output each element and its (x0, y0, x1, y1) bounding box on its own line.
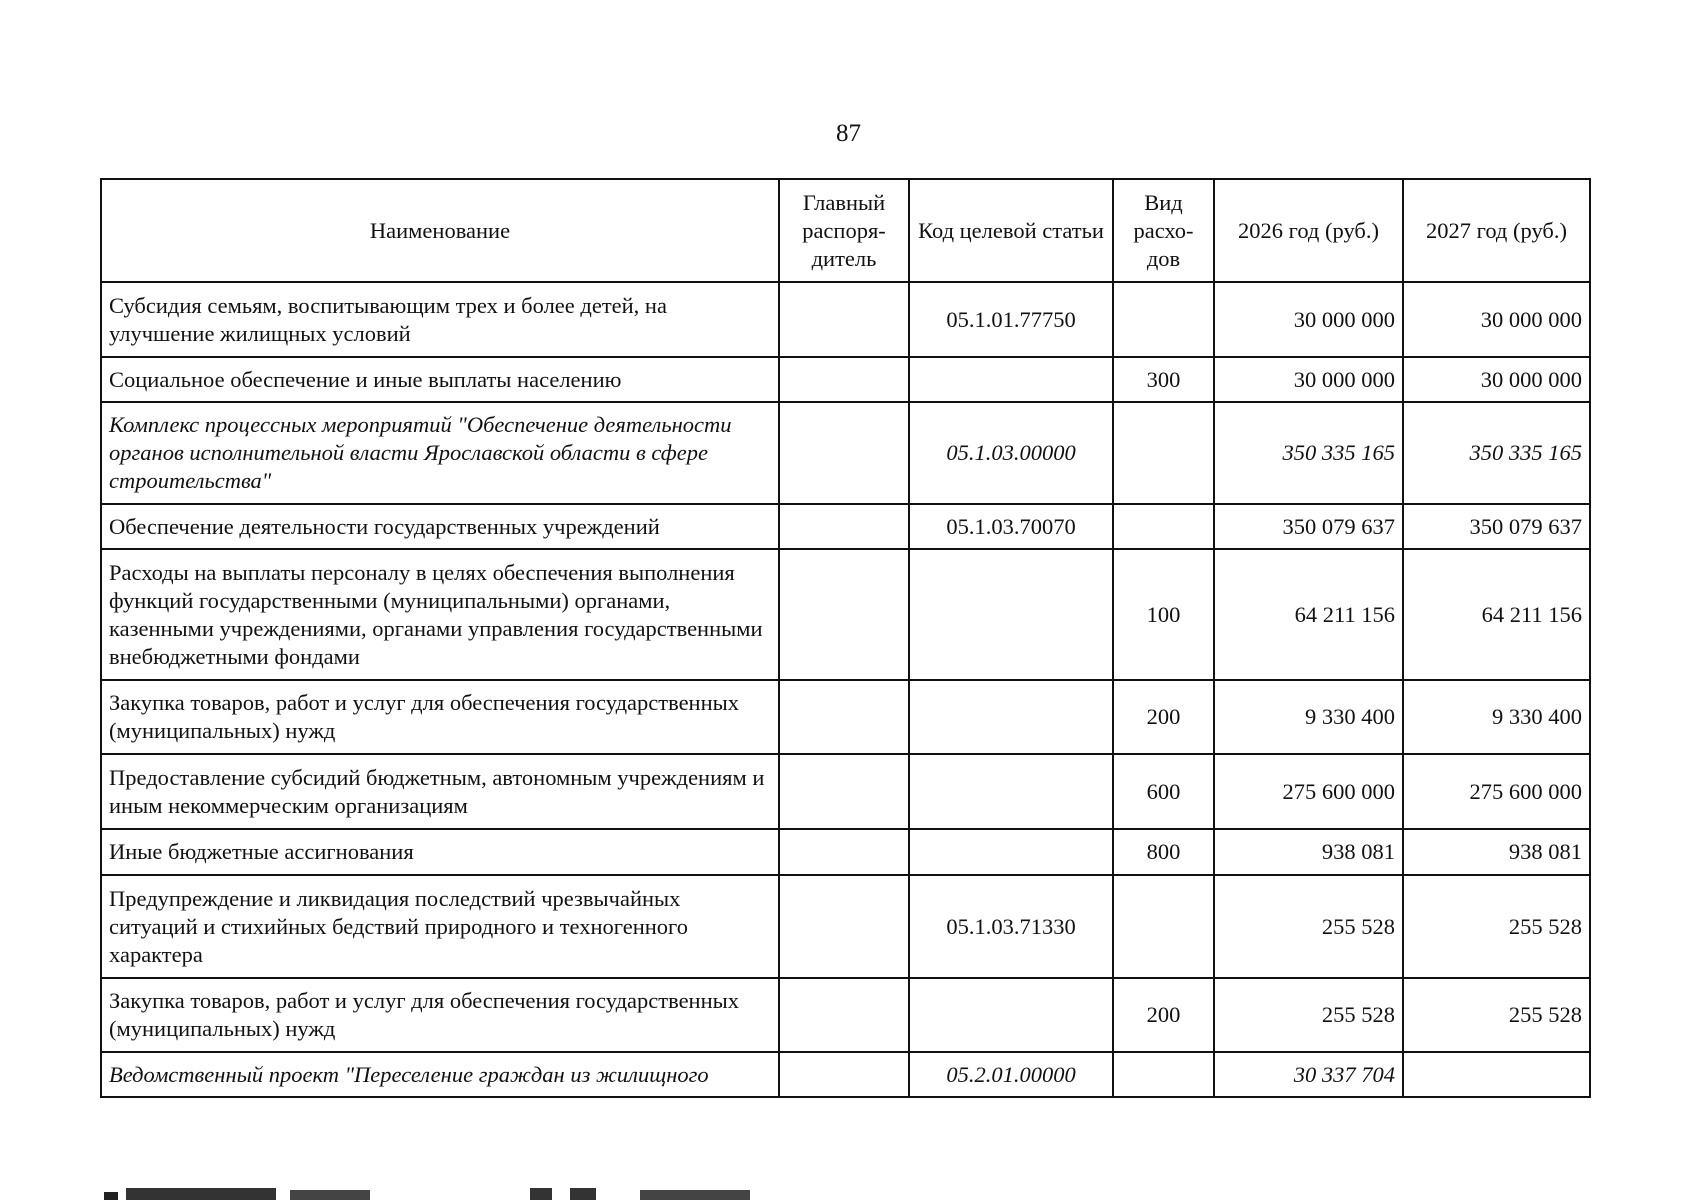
row-target-code (909, 549, 1113, 680)
row-target-code (909, 978, 1113, 1052)
row-year-2027: 255 528 (1403, 875, 1590, 978)
table-row (101, 754, 1590, 829)
row-year-2026: 938 081 (1214, 829, 1403, 875)
row-year-2027: 275 600 000 (1403, 754, 1590, 829)
row-expense-type: 300 (1113, 357, 1214, 402)
row-year-2027: 30 000 000 (1403, 357, 1590, 402)
table-row (101, 680, 1590, 754)
row-main-manager (779, 504, 909, 549)
row-expense-type: 100 (1113, 549, 1214, 680)
row-main-manager (779, 680, 909, 754)
row-expense-type: 800 (1113, 829, 1214, 875)
row-target-code: 05.1.03.71330 (909, 875, 1113, 978)
row-year-2026: 64 211 156 (1214, 549, 1403, 680)
header-main-manager: Главный распоря-дитель (779, 179, 909, 282)
row-target-code (909, 680, 1113, 754)
row-main-manager (779, 829, 909, 875)
page-number: 87 (836, 120, 861, 147)
row-year-2026: 30 337 704 (1214, 1052, 1403, 1097)
row-expense-type (1113, 875, 1214, 978)
table-row (101, 504, 1590, 549)
budget-table (100, 178, 1591, 1098)
row-year-2026: 255 528 (1214, 978, 1403, 1052)
row-name: Закупка товаров, работ и услуг для обеспечения государственных (муниципальных) нужд (101, 978, 779, 1052)
row-target-code (909, 357, 1113, 402)
row-year-2027: 9 330 400 (1403, 680, 1590, 754)
row-main-manager (779, 754, 909, 829)
table-row (101, 402, 1590, 504)
table-row (101, 549, 1590, 680)
row-name: Расходы на выплаты персоналу в целях обеспечения выполнения функций государственными (муниципальными) органами, казенными учреждениями, органами управления государственными внебюджетными фондами (101, 549, 779, 680)
row-year-2027 (1403, 1052, 1590, 1097)
row-main-manager (779, 875, 909, 978)
header-year-2026: 2026 год (руб.) (1214, 179, 1403, 282)
row-name: Субсидия семьям, воспитывающим трех и более детей, на улучшение жилищных условий (101, 282, 779, 357)
row-main-manager (779, 549, 909, 680)
row-name: Социальное обеспечение и иные выплаты населению (101, 357, 779, 402)
row-main-manager (779, 1052, 909, 1097)
table-header-row (101, 179, 1590, 282)
row-target-code: 05.1.01.77750 (909, 282, 1113, 357)
row-name: Комплекс процессных мероприятий "Обеспечение деятельности органов исполнительной власти Ярославской области в сфере строительства" (101, 402, 779, 504)
row-year-2026: 30 000 000 (1214, 282, 1403, 357)
table-row (101, 1052, 1590, 1097)
row-target-code: 05.1.03.00000 (909, 402, 1113, 504)
row-expense-type: 200 (1113, 680, 1214, 754)
row-year-2027: 64 211 156 (1403, 549, 1590, 680)
row-main-manager (779, 402, 909, 504)
row-expense-type (1113, 1052, 1214, 1097)
row-target-code (909, 829, 1113, 875)
row-year-2027: 350 079 637 (1403, 504, 1590, 549)
row-year-2026: 255 528 (1214, 875, 1403, 978)
table-row (101, 282, 1590, 357)
row-year-2027: 255 528 (1403, 978, 1590, 1052)
row-name: Обеспечение деятельности государственных учреждений (101, 504, 779, 549)
row-year-2026: 9 330 400 (1214, 680, 1403, 754)
table-row (101, 875, 1590, 978)
row-expense-type: 600 (1113, 754, 1214, 829)
row-name: Предупреждение и ликвидация последствий чрезвычайных ситуаций и стихийных бедствий природного и техногенного характера (101, 875, 779, 978)
row-target-code: 05.1.03.70070 (909, 504, 1113, 549)
row-name: Предоставление субсидий бюджетным, автономным учреждениям и иным некоммерческим организациям (101, 754, 779, 829)
row-name: Ведомственный проект "Переселение граждан из жилищного (101, 1052, 779, 1097)
table-row (101, 829, 1590, 875)
row-expense-type (1113, 402, 1214, 504)
row-name: Иные бюджетные ассигнования (101, 829, 779, 875)
header-name: Наименование (101, 179, 779, 282)
row-expense-type (1113, 282, 1214, 357)
header-target-code: Код целевой статьи (909, 179, 1113, 282)
row-name: Закупка товаров, работ и услуг для обеспечения государственных (муниципальных) нужд (101, 680, 779, 754)
row-main-manager (779, 978, 909, 1052)
row-year-2027: 938 081 (1403, 829, 1590, 875)
table-row (101, 357, 1590, 402)
row-year-2027: 30 000 000 (1403, 282, 1590, 357)
row-year-2026: 350 335 165 (1214, 402, 1403, 504)
row-target-code (909, 754, 1113, 829)
header-expense-type: Вид расхо-дов (1113, 179, 1214, 282)
row-year-2026: 30 000 000 (1214, 357, 1403, 402)
row-target-code: 05.2.01.00000 (909, 1052, 1113, 1097)
table-row (101, 978, 1590, 1052)
row-year-2027: 350 335 165 (1403, 402, 1590, 504)
row-year-2026: 350 079 637 (1214, 504, 1403, 549)
row-year-2026: 275 600 000 (1214, 754, 1403, 829)
row-main-manager (779, 357, 909, 402)
row-expense-type (1113, 504, 1214, 549)
row-main-manager (779, 282, 909, 357)
row-expense-type: 200 (1113, 978, 1214, 1052)
header-year-2027: 2027 год (руб.) (1403, 179, 1590, 282)
cropped-text-fragment (100, 1186, 800, 1200)
